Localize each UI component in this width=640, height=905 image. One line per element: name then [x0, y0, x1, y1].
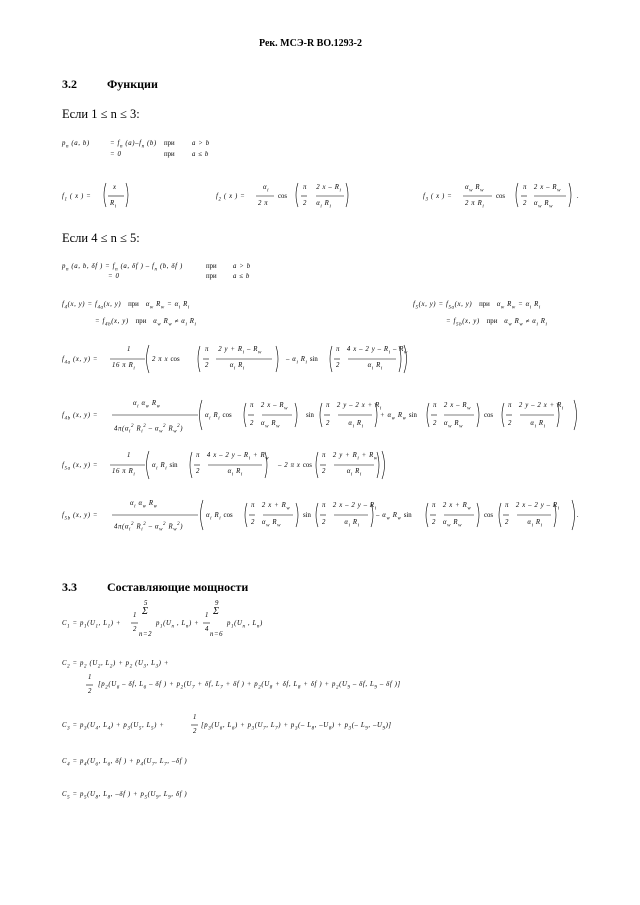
formula-f2-arg-num: π 2 x – $R_i$	[303, 184, 342, 194]
cond-a-gt-b: a > b	[233, 263, 251, 270]
formula-c2-half: 1	[88, 674, 92, 681]
formula-f5a-arg1-den: 2 $\alpha_i$ $R_i$	[196, 468, 243, 478]
formula-f5b-cos: cos	[484, 512, 494, 519]
formula-f5b-t3: – $\alpha_w$ $R_w$ sin	[376, 512, 412, 522]
formula-f4b-t1: $\alpha_i$ $R_i$ cos	[205, 412, 232, 422]
formula-f4a-den: 16 π $R_i$	[112, 362, 136, 372]
formula-f5a-arg1: π 4 x – 2 $y - R_i + R_w$	[196, 452, 270, 462]
formula-f4-b: = $f_{4b}(x$, y) при $\alpha_w$ $R_w \ne \alpha_i$ $R_i$	[95, 318, 197, 328]
formula-f4a-arg1-den: 2 $\alpha_i$ $R_i$	[205, 362, 245, 372]
formula-f5a: $f_{5a}$ (x, y) =	[62, 462, 99, 472]
formula-f4b-t3: + $\alpha_w$ $R_w$ sin	[380, 412, 417, 422]
formula-f4a-arg1: π 2 $y + R_i - R_w$	[205, 346, 262, 356]
formula-f5b-t4-arg: π 2 x – 2 y – $R_i$	[505, 502, 560, 512]
formula-f4b-t2-arg: π 2 y – 2 $x + R_i$	[326, 402, 382, 412]
formula-c1-half: 1	[133, 612, 137, 619]
pri-label: при	[206, 273, 217, 280]
formula-f5a-body: $\alpha_i$ $R_i$ sin	[152, 462, 178, 472]
formula-f4b-t3-den: 2 $\alpha_w$ $R_w$	[433, 420, 464, 430]
cond-a-gt-b: a > b	[192, 140, 210, 147]
formula-f5: $f_5(x$, $y) = f_{5a}(x$, y) при $\alpha_w$ $R_w = \alpha_i$ $R_i$	[413, 301, 541, 311]
formula-f5b-t2-arg: π 2 x – 2 y – $R_i$	[322, 502, 377, 512]
formula-c3-half-den: 2	[193, 728, 197, 735]
formula-f4a-arg2-den: 2 $\alpha_i$ $R_i$	[336, 362, 383, 372]
formula-pn-2-zero: = 0	[108, 273, 120, 280]
formula-c1: $C_1 = p_1(U_1$, $L_1$) +	[62, 620, 122, 630]
formula-f4b-t4-arg: π 2 y – 2 $x + R_i$	[508, 402, 564, 412]
formula-f4a-body: 2 π x cos	[152, 356, 180, 363]
formula-c3-end: [$p_3(U_6$, $L_6) + p_3(U_7$, $L_7) + p_3(-$ $L_8$, $-U_8) + p_3(-$ $L_9$, $-U_9$)]	[201, 722, 392, 732]
pri-label: при	[206, 263, 217, 270]
formula-pn-2: $p_n$ (a, b, δf ) = $f_n$ (a, δf ) – $f_n$ (b, δf )	[62, 263, 183, 273]
formula-c1-half-den: 2	[133, 626, 137, 633]
formula-f5b-den: $4\pi(\alpha_i^2$ $R_i^2 - \alpha_w^2$ $R_w^2$)	[114, 522, 184, 533]
formula-c3-half: 1	[193, 714, 197, 721]
formula-f4: $f_4(x$, $y) = f_{4a}(x$, y) при $\alpha_w$ $R_w = \alpha_i$ $R_i$	[62, 301, 190, 311]
formula-f5b-t4-den: 2 $\alpha_i$ $R_i$	[505, 519, 543, 529]
formula-f3: $f_3$ ( x ) =	[423, 193, 453, 203]
formula-f4a-mid: – $\alpha_i$ $R_i$ sin	[286, 356, 318, 366]
formula-f5b: $f_{5b}$ (x, y) =	[62, 512, 99, 522]
cond-a-le-b: a ≤ b	[192, 151, 209, 158]
formula-c1-sum1-top: 5	[144, 600, 148, 607]
formula-c1-quarter-den: 4	[205, 626, 209, 633]
pri-label: при	[164, 151, 175, 158]
formula-f5b-t3-arg: π 2 $x + R_w$	[432, 502, 472, 512]
formula-f4b-cos: cos	[484, 412, 494, 419]
formula-f2-arg-den: 2 $\alpha_i$ $R_i$	[303, 200, 332, 210]
formula-f5a-arg2: π 2 $y + R_i + R_w$	[322, 452, 378, 462]
section-3-3-number: 3.3	[62, 580, 77, 594]
formula-f4a-num: 1	[127, 346, 131, 353]
formula-f5b-t1-den: 2 $\alpha_w$ $R_w$	[251, 519, 282, 529]
pri-label: при	[164, 140, 175, 147]
formula-f4b-den: $4\pi(\alpha_i^2$ $R_i^2 - \alpha_w^2$ $R_w^2$)	[114, 424, 184, 435]
formula-f5a-arg2-den: 2 $\alpha_i$ $R_i$	[322, 468, 362, 478]
formula-f3-arg-num: π 2 x – $R_w$	[523, 184, 562, 194]
condition-2: Если 4 ≤ n ≤ 5:	[62, 231, 140, 245]
formula-f3-num: $\alpha_w$ $R_w$	[465, 184, 485, 194]
formula-f3-den: 2 π $R_i$	[465, 200, 485, 210]
formula-f4b-t4-den: 2 $\alpha_i$ $R_i$	[508, 420, 546, 430]
formula-f5a-mid: – 2 π x cos	[278, 462, 312, 469]
formula-f4b-t1-den: 2 $\alpha_w$ $R_w$	[250, 420, 281, 430]
formula-f2: $f_2$ ( x ) =	[216, 193, 246, 203]
formula-f1-num: x	[113, 184, 117, 191]
formula-f1-den: $R_i$	[110, 200, 117, 210]
formula-c1-sum2: Σ	[213, 606, 220, 617]
formula-f3-cos: cos	[496, 193, 506, 200]
formula-c1-sum2-top: 9	[215, 600, 219, 607]
condition-1: Если 1 ≤ n ≤ 3:	[62, 107, 140, 121]
page-header: Рек. МСЭ-R BO.1293-2	[259, 38, 362, 49]
formula-f5a-num: 1	[127, 452, 131, 459]
formula-c1-end: $p_1(U_n$ , $L_n$)	[227, 620, 263, 630]
formula-c1-sum1-bot: n=2	[139, 631, 153, 638]
formula-c3: $C_3 = p_3(U_4$, $L_4) + p_3(U_5$, $L_5$) +	[62, 722, 165, 732]
formula-c2: $C_2 = p_2$ ($U_2$, $L_2) + p_2$ ($U_3$, $L_3$) +	[62, 660, 170, 670]
formula-f4a-arg2: π 4 x – 2 y – $R_i - R_w$	[336, 346, 408, 356]
formula-f4b-t2-den: 2 $\alpha_i$ $R_i$	[326, 420, 364, 430]
formula-c1-quarter: 1	[205, 612, 209, 619]
formula-c4: $C_4 = p_4(U_6$, $L_6$, δf ) + $p_4(U_7$, $L_7$, –δf )	[62, 758, 188, 768]
section-3-3-title: Составляющие мощности	[107, 580, 249, 594]
formula-f5b-num: $\alpha_i$ $\alpha_w$ $R_w$	[130, 500, 158, 510]
formula-f2-cos: cos	[278, 193, 288, 200]
formula-f5b-t1: $\alpha_i$ $R_i$ cos	[206, 512, 233, 522]
formula-f4b-num: $\alpha_i$ $\alpha_w$ $R_w$	[133, 400, 161, 410]
formula-pn-1-rhs: = $f_n$ $(a)-f_n$ (b)	[110, 140, 157, 150]
formula-f1: $f_1$ ( x ) =	[62, 193, 92, 203]
formula-c2-half-den: 2	[88, 688, 92, 695]
formula-f3-arg-den: 2 $\alpha_w$ $R_w$	[523, 200, 554, 210]
formula-f5a-den: 16 π $R_i$	[112, 468, 136, 478]
section-3-2-title: Функции	[107, 77, 158, 91]
formula-f5b-end: .	[577, 512, 580, 519]
formula-f4b-t3-arg: π 2 x – $R_w$	[433, 402, 472, 412]
formula-pn-1: $p_n$ (a, b)	[62, 140, 90, 150]
formula-f5-b: = $f_{5b}(x$, y) при $\alpha_w$ $R_w \ne \alpha_i$ $R_i$	[446, 318, 548, 328]
formula-f2-num: $\alpha_i$	[263, 184, 270, 194]
section-3-2-number: 3.2	[62, 77, 77, 91]
formula-c1-sum2-bot: n=6	[210, 631, 224, 638]
formula-f4b-sin: sin	[306, 412, 314, 419]
formula-pn-1-zero: = 0	[110, 151, 122, 158]
formula-c1-sum1: Σ	[142, 606, 149, 617]
formula-c2-line2: [$p_2(U_6$ – δf, $L_6$ – δf ) + $p_2(U_7 + \delta f$, $L_7 + \delta f$ ) + $p_2(U_8 + \delta f$, $L_8 + \delta f$ ) + $p_2(U_9$ – δf, $L_9$ – δf )]	[98, 681, 401, 691]
formula-f2-den: 2 π	[258, 200, 269, 207]
formula-f4b-t1-arg: π 2 x – $R_w$	[250, 402, 289, 412]
formula-f4a: $f_{4a}$ (x, y) =	[62, 356, 99, 366]
formula-f4b: $f_{4b}$ (x, y) =	[62, 412, 99, 422]
formula-f5b-t1-arg: π 2 $x + R_w$	[251, 502, 291, 512]
formula-f5b-sin: sin	[303, 512, 311, 519]
formula-f5b-t2-den: 2 $\alpha_i$ $R_i$	[322, 519, 360, 529]
formula-c1-mid: $p_1(U_n$ , $L_n$) +	[156, 620, 200, 630]
cond-a-le-b: a ≤ b	[233, 273, 250, 280]
formula-f3-end: .	[577, 193, 580, 200]
formula-f5b-t3-den: 2 $\alpha_w$ $R_w$	[432, 519, 463, 529]
formula-c5: $C_5 = p_5(U_8$, $L_8$, –δf ) + $p_5(U_9$, $L_9$, δf )	[62, 791, 188, 801]
